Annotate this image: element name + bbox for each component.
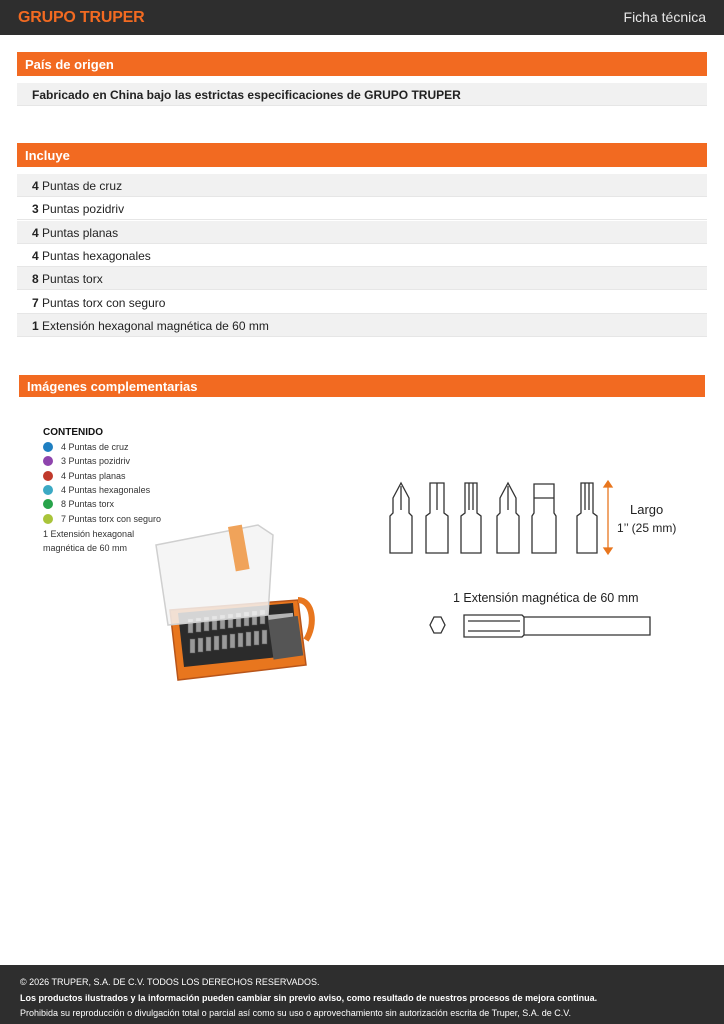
bits-diagram xyxy=(388,478,688,638)
includes-item-desc: Puntas pozidriv xyxy=(42,202,125,217)
contenido-extension-line1: 1 Extensión hexagonal xyxy=(43,528,135,539)
includes-item-qty: 4 xyxy=(32,225,39,240)
includes-item xyxy=(17,197,707,220)
complementary-images xyxy=(18,410,708,710)
contenido-item-label: 3 Puntas pozidriv xyxy=(61,456,131,467)
includes-item-desc: Puntas hexagonales xyxy=(42,248,151,263)
top-bar xyxy=(0,0,724,35)
includes-item-desc: Puntas torx con seguro xyxy=(42,295,166,310)
includes-item-qty: 8 xyxy=(32,272,39,287)
includes-item-qty: 3 xyxy=(32,202,39,217)
largo-value: 1’’ (25 mm) xyxy=(617,521,677,535)
contenido-item-label: 7 Puntas torx con seguro xyxy=(61,513,162,524)
contenido-item xyxy=(43,511,161,525)
includes-item xyxy=(17,314,707,337)
includes-item-desc: Extensión hexagonal magnética de 60 mm xyxy=(42,318,269,333)
footer xyxy=(0,965,724,1024)
includes-item-desc: Puntas de cruz xyxy=(42,179,123,193)
contenido-extension-line2: magnética de 60 mm xyxy=(43,542,128,553)
includes-item-desc: Puntas planas xyxy=(42,225,119,240)
bit-type-icon xyxy=(43,456,53,466)
contenido-item-label: 4 Puntas de cruz xyxy=(61,442,129,453)
includes-item-qty: 4 xyxy=(32,248,39,263)
images-section-header: Imágenes complementarias xyxy=(19,375,705,397)
bit-type-icon xyxy=(43,514,53,524)
origin-section-header: País de origen xyxy=(17,52,707,76)
doc-type-label: Ficha técnica xyxy=(623,9,706,25)
includes-section-header: Incluye xyxy=(17,143,707,167)
footer-notice: Los productos ilustrados y la información pueden cambiar sin previo aviso, como resultado de nuestros procesos de mejora continua. xyxy=(20,992,598,1003)
product-case-image xyxy=(148,515,318,695)
contenido-item xyxy=(43,454,161,468)
footer-copyright: © 2026 TRUPER, S.A. DE C.V. TODOS LOS DERECHOS RESERVADOS. xyxy=(20,977,320,987)
bit-type-icon xyxy=(43,442,53,452)
extension-label: 1 Extensión magnética de 60 mm xyxy=(453,591,639,605)
largo-label: Largo xyxy=(630,502,664,517)
includes-item xyxy=(17,174,707,197)
contenido-item xyxy=(43,469,161,483)
includes-item-qty: 7 xyxy=(32,295,39,310)
bit-type-icon xyxy=(43,499,53,509)
bit-type-icon xyxy=(43,485,53,495)
includes-item xyxy=(17,291,707,314)
includes-item-qty: 1 xyxy=(32,318,39,333)
contenido-legend xyxy=(43,427,161,554)
contenido-item-label: 4 Puntas planas xyxy=(61,470,126,481)
contenido-item xyxy=(43,497,161,511)
bit-type-icon xyxy=(43,471,53,481)
contenido-item-label: 8 Puntas torx xyxy=(61,499,115,510)
brand-logo: GRUPO TRUPER xyxy=(18,9,145,26)
includes-item xyxy=(17,221,707,244)
contenido-item xyxy=(43,483,161,497)
includes-item xyxy=(17,244,707,267)
contenido-item-label: 4 Puntas hexagonales xyxy=(61,485,151,496)
footer-prohibition: Prohibida su reproducción o divulgación total o parcial así como su uso o aprovechamiento sin autorización escrita de Truper, S.A. de C.V. xyxy=(20,1008,571,1018)
includes-item-qty: 4 xyxy=(32,179,39,193)
contenido-title: CONTENIDO xyxy=(43,427,103,438)
includes-item xyxy=(17,267,707,290)
origin-text: Fabricado en China bajo las estrictas especificaciones de GRUPO TRUPER xyxy=(17,83,707,106)
includes-item-desc: Puntas torx xyxy=(42,272,103,287)
contenido-item xyxy=(43,440,161,454)
